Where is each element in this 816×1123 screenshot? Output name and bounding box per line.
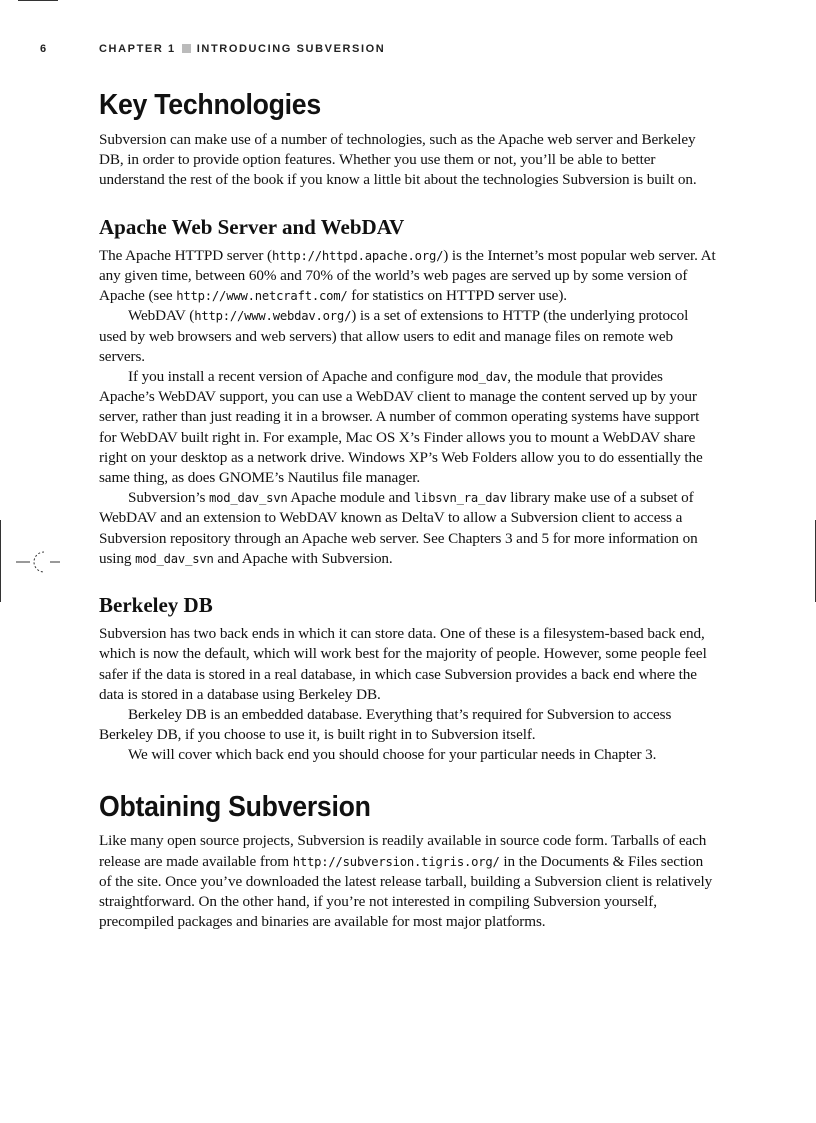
paragraph: We will cover which back end you should choose for your particular needs in Chapter 3. (128, 746, 657, 764)
url-webdav: http://www.webdav.org/ (194, 309, 352, 324)
paragraph: Berkeley DB is an embedded database. Everything that’s required for Subversion to access Berkeley DB, if you choose to use it, is built right in to Subversion itself. (99, 705, 672, 744)
paragraph: Like many open source projects, Subversion is readily available in source code form. Tarballs of each release are made available from http://subversion.tigris.org/ in the Documents & Files section of the site. Once you’ve downloaded the latest release tarball, building a Subversion client is relatively straightforward. On the other hand, if you’re not interested in compiling Subversion yourself, precompiled packages and binaries are available for most major platforms. (99, 832, 713, 931)
heading-berkeley-db: Berkeley DB (99, 592, 213, 617)
paragraph: Subversion’s mod_dav_svn Apache module and libsvn_ra_dav library make use of a subset of WebDAV and an extension to WebDAV known as DeltaV to allow a Subversion client to access a Subversion repository through an Apache web server. See Chapters 3 and 5 for more information on using mod_dav_svn and Apache with Subversion. (99, 489, 698, 567)
url-httpd: http://httpd.apache.org/ (271, 248, 444, 263)
paragraph: If you install a recent version of Apache and configure mod_dav, the module that provides Apache’s WebDAV support, you can use a WebDAV client to manage the content served up by your server, rather than just reading it in a browser. A number of common operating systems have support for WebDAV built right in. For example, Mac OS X’s Finder allows you to mount a WebDAV share right on your desktop as a network drive. Windows XP’s Web Folders allow you to do essentially the same thing, as does GNOME’s Nautilus file manager. (99, 367, 703, 486)
code-mod-dav-svn: mod_dav_svn (135, 551, 214, 566)
registration-mark-icon (16, 548, 62, 578)
separator-square-icon (182, 44, 191, 53)
heading-apache-webdav: Apache Web Server and WebDAV (99, 214, 405, 239)
code-mod-dav-svn: mod_dav_svn (208, 491, 288, 506)
heading-key-technologies: Key Technologies (99, 89, 321, 121)
page-number: 6 (40, 43, 48, 55)
paragraph: Subversion has two back ends in which it can store data. One of these is a filesystem-based back end, which is now the default, which will work best for the majority of people. However, some people feel safer if the data is stored in a real database, in which case Subversion provides a back end where the data is stored in a database using Berkeley DB. (99, 625, 707, 703)
code-libsvn-ra-dav: libsvn_ra_dav (413, 491, 507, 506)
chapter-title: INTRODUCING SUBVERSION (196, 43, 386, 55)
crop-mark-top (18, 0, 58, 1)
crop-mark-left (0, 520, 3, 602)
url-subversion-tigris: http://subversion.tigris.org/ (292, 854, 500, 869)
paragraph: The Apache HTTPD server (http://httpd.apache.org/) is the Internet’s most popular web server. At any given time, between 60% and 70% of the world’s web pages are served up by some version of Apache (see http://www.netcraft.com/ for statistics on HTTPD server use). (99, 246, 716, 305)
main-content (99, 90, 719, 932)
url-netcraft: http://www.netcraft.com/ (176, 289, 348, 304)
heading-obtaining-subversion: Obtaining Subversion (99, 790, 371, 823)
paragraph: Subversion can make use of a number of technologies, such as the Apache web server and Berkeley DB, in order to provide option features. Whether you use them or not, you’ll be able to better understand the rest of the book if you know a little bit about the technologies Subversion is built on. (99, 130, 697, 189)
paragraph: WebDAV (http://www.webdav.org/) is a set of extensions to HTTP (the underlying protocol used by web browsers and web servers) that allow users to edit and manage files on remote web servers. (99, 307, 689, 365)
code-mod-dav: mod_dav (457, 369, 508, 384)
chapter-label: CHAPTER 1 (99, 43, 176, 55)
running-head (99, 43, 385, 55)
